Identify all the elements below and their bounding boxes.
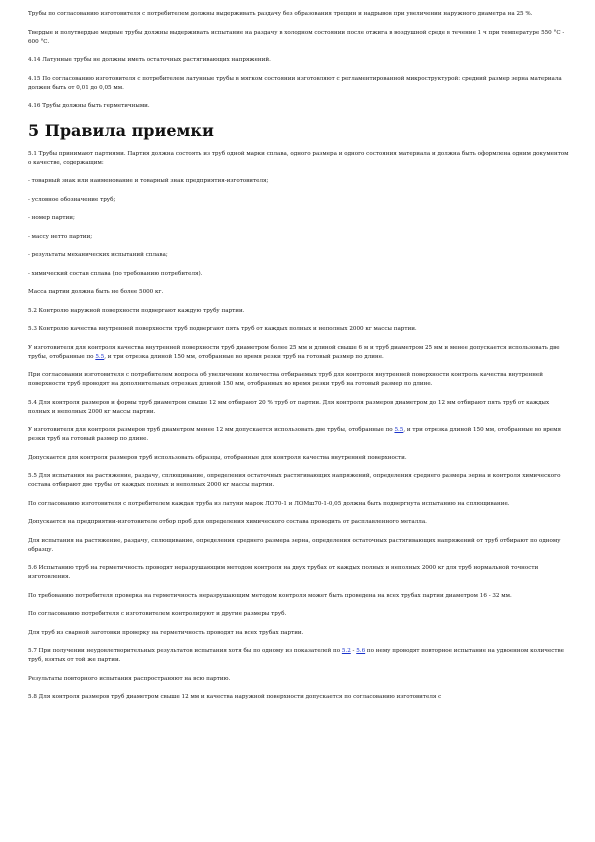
list-item: - массу нетто партии;	[28, 233, 93, 240]
paragraph: Для труб из сварной заготовки проверку на герметичность проводят на всех трубах партии.	[28, 629, 304, 636]
list-item: - химический состав сплава (по требованию потребителя).	[28, 270, 203, 277]
link-5-5[interactable]: 5.5	[95, 353, 105, 360]
paragraph: По согласованию изготовителя с потребителем каждая труба из латуни марок ЛО70-1 и ЛОМш70-1-0,05 должна быть подвергнута испытанию на сплющивание.	[28, 500, 510, 507]
paragraph: 4.14 Латунные трубы не должны иметь остаточных растягивающих напряжений.	[28, 57, 271, 63]
link-5-2[interactable]: 5.2	[341, 648, 351, 654]
paragraph	[28, 647, 571, 665]
paragraph	[28, 344, 571, 362]
paragraph: 5.4 Для контроля размеров и формы труб диаметром свыше 12 мм отбирают 20 % труб от партии. Для контроля размеров диаметром до 12 мм отбирают пять труб от каждых полных и неполных 2000 кг массы партии.	[28, 399, 550, 415]
paragraph: Допускается для контроля размеров труб использовать образцы, отобранные для контроля качества внутренней поверхности.	[28, 454, 407, 461]
text: У изготовителя для контроля размеров труб диаметром менее 12 мм допускается использовать две трубы, отобранные по	[28, 427, 395, 433]
paragraph: 5.3 Контролю качества внутренней поверхности труб подвергают пять труб от каждых полных и неполных 2000 кг массы партии.	[28, 326, 417, 332]
section-heading: 5 Правила приемки	[28, 120, 214, 140]
text: -	[350, 648, 357, 654]
paragraph: Для испытания на растяжение, раздачу, сплющивание, определения среднего размера зерна, определения остаточных растягивающих напряжений от труб отбирают по одному образцу.	[28, 537, 561, 553]
paragraph: 5.8 Для контроля размеров труб диаметром свыше 12 мм и качества наружной поверхности допускается по согласованию изготовителя с	[28, 694, 442, 700]
link-5-5[interactable]: 5.5	[394, 427, 404, 433]
paragraph: Допускается на предприятии-изготовителе отбор проб для определения химического состава проводить от расплавленного металла.	[28, 519, 427, 525]
list-item: - условное обозначение труб;	[28, 196, 116, 203]
paragraph: 5.1 Трубы принимают партиями. Партия должна состоять из труб одной марки сплава, одного размера и одного состояния материала и должна быть оформлена одним документом о качестве, содержащим:	[28, 150, 569, 166]
paragraph: По согласованию потребителя с изготовителем контролируют и другие размеры труб.	[28, 611, 287, 617]
paragraph: По требованию потребителя проверка на герметичность неразрушающим методом контроля может быть проведена на всех трубах партии диаметром 16 - 32 мм.	[28, 592, 512, 599]
paragraph: 5.2 Контролю наружной поверхности подвергают каждую трубу партии.	[28, 307, 245, 314]
paragraph: Масса партии должна быть не более 5000 кг.	[28, 289, 164, 295]
paragraph: Твердые и полутвердые медные трубы должны выдерживать испытание на раздачу в холодном состоянии после отжига в воздушной среде в течение 1 ч при температуре 550 °С - 600 °С.	[28, 29, 565, 45]
paragraph	[28, 426, 571, 444]
text: 5.7 При получении неудовлетворительных результатов испытания хотя бы по одному из показателей по	[28, 648, 342, 654]
list-item: - номер партии;	[28, 215, 75, 221]
paragraph: 4.16 Трубы должны быть герметичными.	[28, 103, 150, 109]
paragraph: При согласовании изготовителя с потребителем вопроса об увеличении количества отбираемых труб для контроля внутренней поверхности контроль качества внутренней поверхности труб проводят на дополнительных отрезках длиной 150 мм, отобранных во время резки труб на готовый размер по длине.	[28, 372, 543, 387]
text: по нему проводят повторное испытание на удвоенном количестве труб, взятых от той же партии.	[28, 648, 564, 663]
text: , и три отрезка длиной 150 мм, отобранные во время резки труб на готовый размер по длине.	[28, 427, 561, 442]
paragraph: 4.15 По согласованию изготовителя с потребителем латунные трубы в мягком состоянии изготовляют с регламентированной микроструктурой: средний размер зерна материала должен быть от 0,01 до 0,05 мм.	[28, 75, 562, 91]
text: , и три отрезка длиной 150 мм, отобранные во время резки труб на готовый размер по длине.	[104, 353, 384, 360]
text: У изготовителя для контроля качества внутренней поверхности труб диаметром более 25 мм и длиной свыше 6 м и труб диаметром 25 мм и менее допускается использовать две трубы, отобранные по	[28, 344, 560, 360]
link-5-6[interactable]: 5.6	[356, 648, 366, 654]
paragraph: Трубы по согласованию изготовителя с потребителем должны выдерживать раздачу без образования трещин и надрывов при увеличении наружного диаметра на 25 %.	[28, 11, 533, 17]
list-item: - результаты механических испытаний сплава;	[28, 252, 168, 258]
paragraph: 5.6 Испытанию труб на герметичность проводят неразрушающим методом контроля на двух трубах от каждых полных и неполных 2000 кг для труб нормальной точности изготовления.	[28, 565, 539, 580]
paragraph: 5.5 Для испытания на растяжение, раздачу, сплющивание, определения остаточных растягивающих напряжений, определения среднего размера зерна и контроля химического состава отбирают две трубы от каждых полных и неполных 2000 кг массы партии.	[28, 473, 561, 488]
list-item: - товарный знак или наименование и товарный знак предприятия-изготовителя;	[28, 178, 269, 184]
paragraph: Результаты повторного испытания распространяют на всю партию.	[28, 675, 231, 682]
